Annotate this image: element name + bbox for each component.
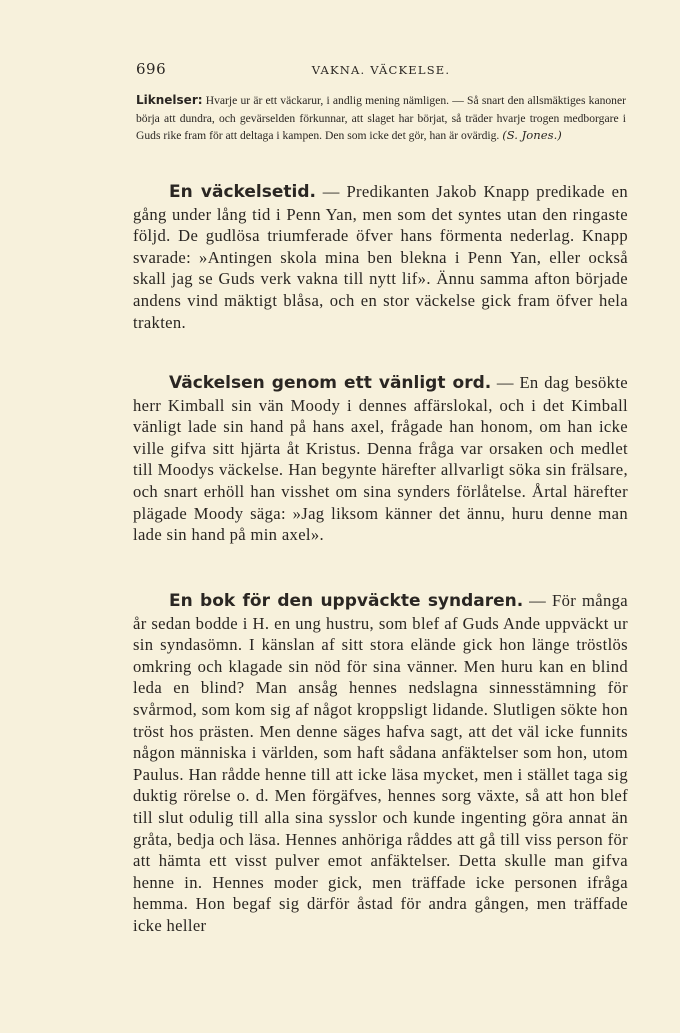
liknelser-label: Liknelser: (136, 93, 203, 107)
section-text: — Predikanten Jakob Knapp predikade en gång under lång tid i Penn Yan, men som det syntes utan den ringaste följd. De gudlösa triumferade öfver hans förmenta nederlag. Knapp svarade: »Antingen skola mina ben blekna i Penn Yan, eller också skall jag se Guds verk vakna till nytt lif». Ännu samma afton började andens vind mäktigt blåsa, och en stor väckelse gick fram öfver hela trakten. (133, 182, 628, 332)
page-header (136, 60, 626, 82)
page-number: 696 (136, 60, 167, 78)
section-bok-for-syndaren (133, 590, 628, 937)
running-title: VAKNA. VÄCKELSE. (311, 63, 451, 77)
liknelser-citation: (S. Jones.) (502, 128, 562, 143)
section-vackelsetid (133, 181, 628, 333)
liknelser-paragraph (136, 92, 626, 145)
section-text: — En dag besökte herr Kimball sin vän Moody i dennes affärslokal, och i det Kimball vänligt lade sin hand på hans axel, frågade han honom, om han icke ville gifva sitt hjärta åt Kristus. Denna fråga var orsaken och medlet till Moodys väckelse. Han begynte härefter allvarligt söka sin frälsare, och snart erhöll han visshet om sina synders förlåtelse. Årtal härefter plägade Moody säga: »Jag liksom känner det ännu, huru denne man lade sin hand på min axel». (133, 373, 628, 545)
section-heading: En bok för den uppväckte syndaren. (169, 591, 524, 611)
section-vanligt-ord (133, 372, 628, 546)
section-heading: Väckelsen genom ett vänligt ord. (169, 373, 492, 393)
liknelser-text: Hvarje ur är ett väckarur, i andlig mening nämligen. — Så snart den allsmäktiges kanoner börja att dundra, och gevärselden förkunnar, att slaget har börjat, så träder hvarje trogen medborgare i Guds rike fram för att deltaga i kampen. Den som icke det gör, han är ovärdig. (136, 94, 626, 143)
section-heading: En väckelsetid. (169, 182, 316, 202)
section-text: — För många år sedan bodde i H. en ung hustru, som blef af Guds Ande uppväckt ur sin syndasömn. I känslan af sitt stora elände gick hon länge tröstlös omkring och klagade sin nöd för sina vänner. Men huru kan en blind leda en blind? Man ansåg hennes nedslagna sinnesstämning för svårmod, som kom sig af något kroppsligt lidande. Slutligen sökte hon tröst hos prästen. Men denne säges hafva sagt, att det väl icke funnits någon människa i världen, som haft sådana anfäktelser som hon, utom Paulus. Han rådde henne till att icke läsa mycket, men i stället taga sig duktig rörelse o. d. Men förgäfves, hennes sorg växte, så att hon blef till slut odulig till alla sina sysslor och kunde ingenting göra annat än gråta, bedja och läsa. Hennes anhöriga råddes att gå till viss person för att hämta ett visst pulver emot anfäktelser. Detta skulle man gifva henne in. Hennes moder gick, men träffade icke personen ifråga hemma. Hon begaf sig därför åstad för andra gången, men träffade icke heller (133, 591, 628, 935)
